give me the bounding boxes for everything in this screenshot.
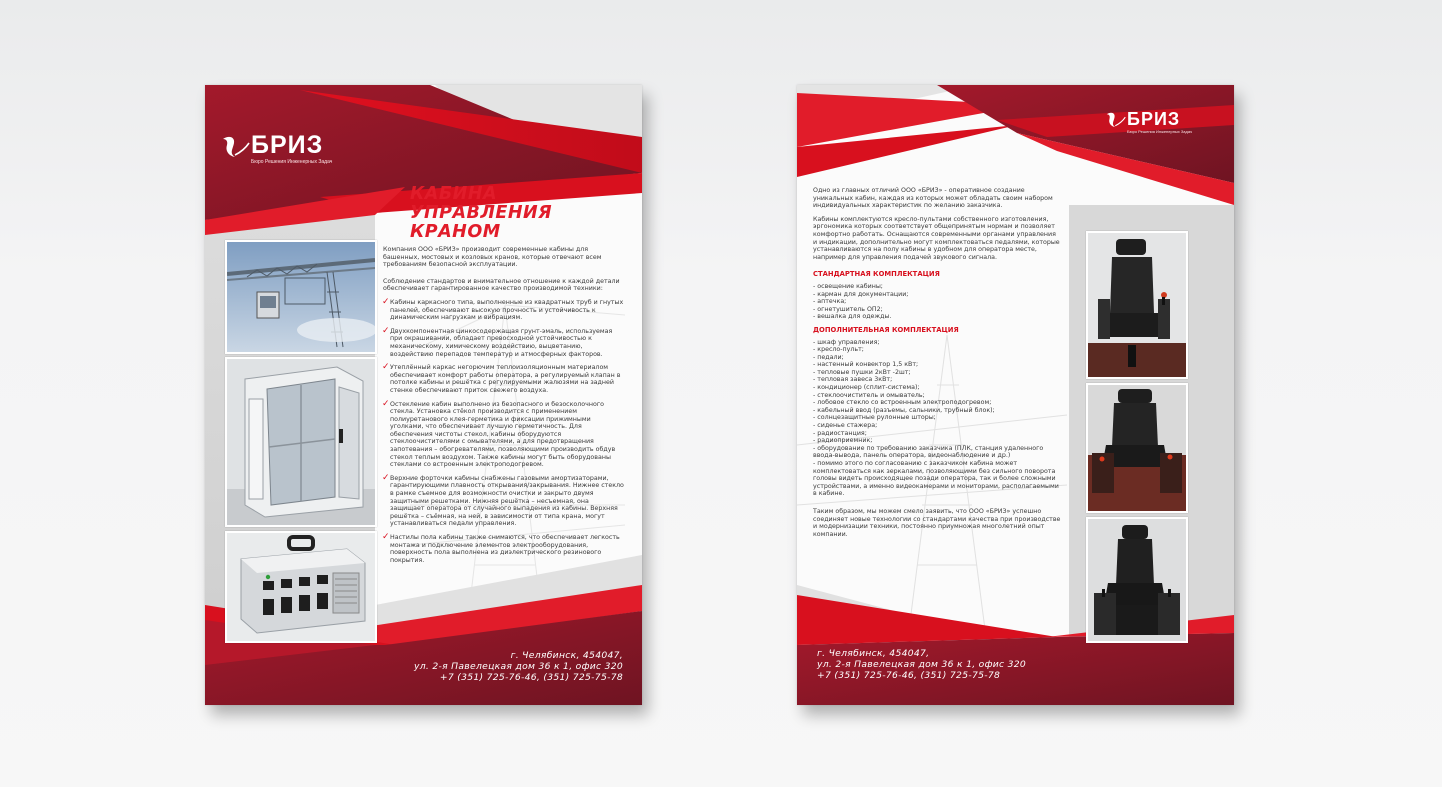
brand-tagline: Бюро Решения Инженерных Задач [1127, 129, 1193, 134]
checkmark-icon: ✓ [382, 532, 390, 542]
address-city: г. Челябинск, 454047, [510, 650, 623, 661]
list-item: - кресло-пульт; [813, 346, 864, 354]
address-street: ул. 2-я Павелецкая дом 36 к 1, офис 320 [817, 659, 1027, 670]
list-item: - солнцезащитные рулонные шторы; [813, 414, 936, 422]
list-item: - лобовое стекло со встроенным электроподогревом; [813, 399, 992, 407]
intro-paragraph: Компания ООО «БРИЗ» производит современные кабины для башенных, мостовых и козловых кранов, которые отвечают всем требованиям безопасной эксплуатации. [383, 246, 602, 269]
left-body-text [383, 246, 625, 570]
contact-phones: +7 (351) 725-76-46, (351) 725-75-78 [439, 672, 623, 683]
title-line: КАБИНА [410, 184, 498, 204]
photo-operator-seat-2 [1086, 383, 1188, 513]
checkmark-icon: ✓ [382, 296, 390, 307]
feature-item: ✓ Двухкомпонентная цинкосодержащая грунт-эмаль, используемая при окрашивании, обладает превосходной устойчивостью к механическому, химическому воздействию, выцветанию, воздействию перепадов температур и атмосферных факторов. [382, 325, 613, 358]
standards-paragraph: Соблюдение стандартов и внимательное отношение к каждой детали обеспечивает гарантированное качество производимой техники: [383, 277, 620, 293]
list-item: - тепловая завеса 3кВт; [813, 376, 893, 384]
list-item: - радиостанция; [813, 429, 867, 437]
list-item: - огнетушитель ОП2; [813, 305, 883, 313]
list-item: - стеклоочиститель и омыватель; [813, 391, 925, 399]
list-item: - тепловые пушки 2кВт -2шт; [813, 368, 911, 376]
brand-name: БРИЗ [1127, 109, 1181, 129]
list-item: - кондиционер (сплит-система); [813, 384, 920, 392]
bird-logo-icon [221, 133, 251, 161]
list-item: - радиоприемник; [813, 437, 873, 445]
feature-item: ✓ Кабины каркасного типа, выполненные из квадратных труб и гнутых панелей, обеспечивают высокую прочность и устойчивость к динамическим нагрузкам и вибрациям. [382, 296, 624, 322]
contact-address [383, 650, 623, 683]
list-item: - вешалка для одежды. [813, 313, 892, 321]
photo-tower-crane-cabin [225, 240, 377, 354]
photo-control-panel [225, 531, 377, 643]
title-line: УПРАВЛЕНИЯ [410, 203, 553, 223]
brochure-page-left [205, 85, 642, 705]
intro-paragraph: Одно из главных отличий ООО «БРИЗ» - оперативное создание уникальных кабин, каждая из которых может обладать своим набором индивидуальных характеристик по желанию заказчика. [813, 187, 1053, 210]
list-item: - настенный конвектор 1,5 кВт; [813, 361, 919, 369]
checkmark-icon: ✓ [382, 325, 390, 336]
list-item: - оборудование по требованию заказчика (ПЛК, станция удаленного ввода-вывода, панель оператора, видеонаблюдение и др.) [813, 444, 1044, 460]
list-item: - сиденье стажера; [813, 422, 878, 430]
page-title [410, 185, 630, 242]
feature-item: ✓ Утеплённый каркас негорючим теплоизоляционным материалом обеспечивает комфорт работы оператора, а регулируемый клапан в потолке кабины и решётка с регулируемыми жалюзями на задней стенке обеспечивают приток свежего воздуха. [382, 362, 621, 394]
brand-logo [221, 133, 332, 165]
list-item: - аптечка; [813, 298, 847, 306]
bird-logo-icon [1105, 110, 1127, 130]
right-body-text [813, 187, 1061, 544]
contact-phones: +7 (351) 725-76-46, (351) 725-75-78 [817, 670, 1001, 681]
checkmark-icon: ✓ [382, 398, 390, 409]
brochure-page-right [797, 85, 1234, 705]
feature-item: ✓ Остекление кабин выполнено из безопасного и безосколочного стекла. Установка стёкол производится с применением полиуретанового клея-герметика и фиксации прижимными уголками, что обеспечивает лучшую герметичность. Для обеспечения чистоты стекол, кабины оборудуются стеклоочистителями с омывателями, а для предотвращения запотевания – обогревателями, позволяющими производить обдув стекол теплым воздухом. Также кабины могут быть оборудованы стеклами со встроенным электроподогревом. [382, 398, 616, 469]
title-line: КРАНОМ [410, 222, 501, 242]
list-item: - помимо этого по согласованию с заказчиком кабина может комплектоваться как зеркалами, позволяющими без сильного поворота головы видеть происходящее позади оператора, так и более сложными устройствами, а именно видеокамерами и мониторами, располагаемыми в кабине. [813, 460, 1059, 498]
photo-cabin-frame [225, 357, 377, 527]
standard-equipment-heading: СТАНДАРТНАЯ КОМПЛЕКТАЦИЯ [813, 270, 940, 279]
brand-logo [1105, 110, 1192, 134]
list-item: - карман для документации; [813, 290, 909, 298]
checkmark-icon: ✓ [382, 472, 390, 483]
list-item: - освещение кабины; [813, 282, 883, 290]
brand-name: БРИЗ [251, 131, 324, 159]
photo-operator-seat-3 [1086, 517, 1188, 643]
seats-paragraph: Кабины комплектуются кресло-пультами собственного изготовления, эргономика которых соответствует общепринятым нормам и позволяет комфортно работать. Оснащаются современными органами управления и индикации, дополнительно могут комплектоваться педалями, которые устанавливаются на полу кабины в удобном для оператора месте, например для управления подачей звукового сигнала. [813, 215, 1060, 261]
photo-operator-seat-1 [1086, 231, 1188, 379]
checkmark-icon: ✓ [382, 362, 390, 373]
extra-equipment-heading: ДОПОЛНИТЕЛЬНАЯ КОМПЛЕКТАЦИЯ [813, 325, 959, 334]
conclusion-paragraph: Таким образом, мы можем смело заявить, что ООО «БРИЗ» успешно соединяет новые технологии со стандартами качества при производстве и модернизации техники, постоянно приумножая многолетний опыт компании. [813, 507, 1061, 538]
list-item: - шкаф управления; [813, 338, 880, 346]
feature-item: ✓ Настилы пола кабины также снимаются, что обеспечивает легкость монтажа и подключение элементов электрооборудования, поверхность пола выполнена из диэлектрического резинового покрытия. [382, 532, 620, 564]
address-city: г. Челябинск, 454047, [817, 648, 930, 659]
list-item: - педали; [813, 353, 844, 361]
feature-item: ✓ Верхние форточки кабины снабжены газовыми амортизаторами, гарантирующими плавность открывания/закрывания. Нижнее стекло в рамке съемное для возможности очистки и закрыто двумя защитными решетками. Нижняя решётка – несъемная, она защищает оператора от случайного выпадения из кабины. Верхняя решётка – съёмная, на ней, в зависимости от типа крана, могут устанавливаться педали управления. [382, 472, 624, 528]
brand-tagline: Бюро Решения Инженерных Задач [251, 159, 333, 165]
address-street: ул. 2-я Павелецкая дом 36 к 1, офис 320 [413, 661, 623, 672]
contact-address [817, 648, 1077, 681]
list-item: - кабельный ввод (разъемы, сальники, трубный блок); [813, 406, 995, 414]
